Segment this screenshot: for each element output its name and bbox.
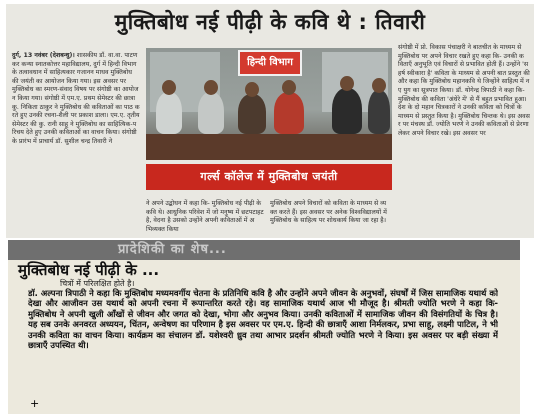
article-column-right: संगोष्ठी में प्रो. विकास पंचाक्षरी ने बातचीत के माध्यम से मुक्तिबोध पर अपने विचार रखते हुए कहा कि- उनकी कविताएँ अनुभूति एवं विचारों से प्रभावित होती हैं। उन्होंने 'सहर्ष स्वीकारा है' कविता के माध्यम से अपनी बात प्रस्तुत की और कहा कि मुक्तिबोध महानकवि थे जिन्होंने साहित्य में नए युग का सूत्रपात किया। डॉ. योगेन्द्र त्रिपाठी ने कहा कि- मुक्तिबोध की कविता 'अंधेरे में' से मैं बहुत प्रभावित हुआ। देश के दो महान चित्रकारों ने उनकी कविता को चित्रों के माध्यम से प्रस्तुत किया है। मुक्तिबोध चिन्तक थे। इस अवसर पर मंचस्थ डॉ. ज्योति भरणे ने उनकी कविताओं से प्रेरणा लेकर अपने विचार रखे। इस अवसर पर	[398, 44, 530, 137]
photo-person-head	[245, 82, 259, 97]
continuation-title: मुक्तिबोध नई पीढ़ी के ...	[18, 261, 160, 279]
photo-person-head	[372, 78, 386, 93]
newspaper-clipping-top	[6, 4, 534, 238]
article-column-middle-b: मुक्तिबोध अपने विचारों को कविता के माध्यम से व्यक्त करते हैं। इस अवसर पर अनेक विश्वविद्यालयों में मुक्तिबोध के साहित्य पर शोधकार्य किया जा रहा है।	[270, 200, 387, 225]
article-column-left	[12, 52, 140, 236]
photo-caption: गर्ल्स कॉलेज में मुक्तिबोध जयंती	[146, 164, 392, 190]
event-photo	[146, 48, 392, 160]
photo-banner: हिन्दी विभाग	[238, 50, 302, 76]
photo-person	[332, 88, 362, 134]
article-column-left-text: शासकीय डॉ. वा.वा. पाटणकर कन्या स्नातकोत्तर महाविद्यालय, दुर्ग में हिन्दी विभाग के तत्वावधान में साहित्यकार गजानन माधव मुक्तिबोध की जयंती का आयोजन किया गया। इस अवसर पर मुक्तिबोध का स्मरण-संवाद विषय पर संगोष्ठी का आयोजन किया गया। संगोष्ठी में एम.ए. प्रथम सेमेस्टर की छात्रा कु. निकिता ठाकुर ने मुक्तिबोध की कविताओं का पाठ करते हुए उनकी रचना-शैली पर प्रकाश डाला। एम.ए. तृतीय सेमेस्टर की कु. रानी साहू ने मुक्तिबोध का साहित्यिक-परिचय देते हुए उनकी कविताओं का वाचन किया। संगोष्ठी के प्रारंभ में प्राचार्य डॉ. सुशील चन्द्र तिवारी ने	[12, 52, 140, 145]
article-column-middle-a: ने अपने उद्बोधन में कहा कि- मुक्तिबोध नई पीढ़ी के कवि थे। आधुनिक परिवेश में जो मनुष्य में छटपटाहट है, वेदना है उसको उन्होंने अपनी कविताओं में अभिव्यक्त किया	[146, 200, 264, 233]
photo-stage-table	[146, 134, 392, 160]
photo-person	[368, 90, 390, 134]
section-header-bar: प्रादेशिकी का शेष...	[8, 240, 520, 260]
article-headline: मुक्तिबोध नई पीढ़ी के कवि थे : तिवारी	[114, 10, 426, 34]
photo-person-head	[340, 76, 354, 91]
crosshair-cursor-icon: +	[30, 397, 40, 410]
continuation-subtitle: चित्रों में परिलक्षित होते है।	[60, 279, 135, 288]
photo-person	[156, 92, 182, 134]
photo-person-head	[282, 80, 296, 95]
photo-person	[198, 92, 224, 134]
newspaper-clipping-bottom	[8, 240, 520, 414]
photo-person-head	[204, 80, 218, 95]
photo-person	[274, 92, 304, 134]
photo-person	[238, 94, 266, 134]
article-dateline: दुर्ग, 13 नवंबर (देशबन्धु)।	[12, 52, 75, 59]
continuation-body: डॉ. अल्पना त्रिपाठी ने कहा कि मुक्तिबोध मध्यमवर्गीय चेतना के प्रतिनिधि कवि है और उन्होंने अपने जीवन के अनुभवों, संघर्षों में जिस सामाजिक यथार्थ को देखा और आजीवन उस यथार्थ को अपनी रचना में रूपान्तरित करते रहे। वह सामाजिक यथार्थ आज भी मौजूद है। श्रीमती ज्योति भरणे ने कहा कि- मुक्तिबोध ने अपनी खुली आँखों से जीवन और जगत को देखा, भोगा और अनुभव किया। उनकी कविताओं में सामाजिक जीवन की विसंगतियों के चित्र है। यह सब उनके अनवरत अध्ययन, चिंतन, अन्वेषण का परिणाम है इस अवसर पर एम.ए. हिन्दी की छात्राएँ आशा निर्मलकर, प्रभा साहू, लक्ष्मी पाटिल, ने भी उनकी कविता का वाचन किया। कार्यक्रम का संचालन डॉ. यशेश्वरी ध्रुव तथा आभार प्रदर्शन श्रीमती ज्योति भरणे ने किया। इस अवसर पर बड़ी संख्या में छात्राएँ उपस्थित थी।	[28, 288, 498, 351]
photo-person-head	[162, 80, 176, 95]
